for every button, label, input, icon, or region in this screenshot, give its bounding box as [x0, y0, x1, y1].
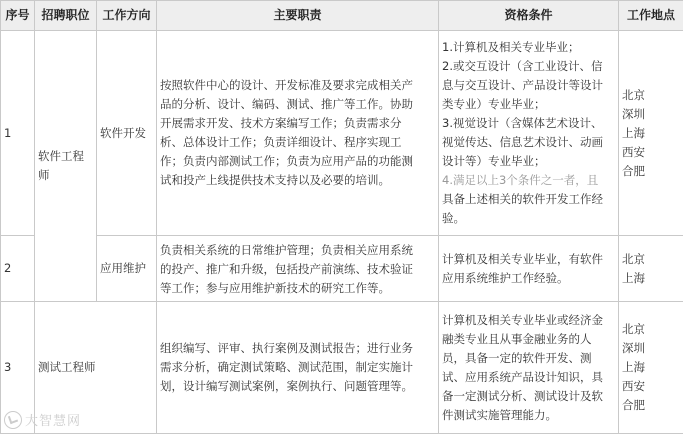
header-position: 招聘职位: [35, 1, 97, 31]
duty-line: 开展需求开发、技术方案编写工作；负责需求分: [160, 116, 402, 130]
duty-line: 负责相关系统的日常维护管理；负责相关应用系统: [160, 243, 413, 257]
qual-line: 试、应用系统产品设计知识，具: [442, 369, 603, 384]
location-item: 北京: [622, 87, 645, 102]
table-row: [1, 302, 683, 434]
watermark: [4, 410, 81, 429]
row-duties: [157, 236, 439, 302]
watermark-text: 大智慧网: [25, 414, 82, 429]
duty-line: 试和投产上线提供技术支持以及必要的培训。: [160, 173, 390, 187]
duty-line: 析、总体设计工作；负责详细设计、程序实现工: [160, 135, 402, 149]
qual-line: 验。: [442, 211, 465, 225]
qual-line: 类专业）专业毕业；: [442, 97, 546, 111]
location-item: 深圳: [622, 341, 645, 355]
qual-line: 视觉传达、信息艺术设计、动画: [442, 135, 603, 149]
row-index: 2: [1, 236, 35, 302]
location-item: 上海: [622, 125, 645, 140]
qual-line: 件测试实施管理能力。: [442, 407, 557, 422]
duty-line: 需求分析，确定测试策略、测试范围，制定实施计: [160, 360, 413, 374]
qual-line: 4.满足以上3个条件之一者，且: [442, 173, 599, 187]
table-header-row: [1, 1, 683, 31]
row-index: 1: [1, 31, 35, 236]
header-index: 序号: [1, 1, 35, 31]
row-locations: [619, 302, 683, 434]
row-position: 软件工程师: [35, 31, 97, 302]
qual-line: 计算机及相关专业毕业，有软件: [442, 251, 603, 266]
qual-line: 融类专业且从事金融业务的人: [442, 331, 592, 346]
duty-line: 划，设计编写测试案例，案例执行、问题管理等。: [160, 379, 413, 393]
duty-line: 等工作；参与应用维护新技术的研究工作等。: [160, 281, 390, 295]
duty-line: 按照软件中心的设计、开发标准及要求完成相关产: [160, 78, 413, 92]
row-direction: 软件开发: [97, 31, 157, 236]
row-direction: 应用维护: [97, 236, 157, 302]
row-qualifications: [439, 236, 619, 302]
qual-line: 员，具备一定的软件开发、测: [442, 350, 592, 365]
row-qualifications: [439, 31, 619, 236]
qual-line: 息与交互设计、产品设计等设计: [442, 78, 603, 92]
qual-line: 2.或交互设计（含工业设计、信: [442, 59, 603, 73]
location-item: 合肥: [622, 398, 645, 412]
header-duties: 主要职责: [157, 1, 439, 31]
location-item: 上海: [622, 270, 645, 285]
qual-line: 应用系统维护工作经验。: [442, 270, 569, 285]
duty-line: 组织编写、评审、执行案例及测试报告；进行业务: [160, 341, 413, 355]
row-qualifications: [439, 302, 619, 434]
duty-line: 作；负责内部测试工作；负责为应用产品的功能测: [160, 154, 413, 168]
header-qualifications: 资格条件: [439, 1, 619, 31]
duty-line: 品的分析、设计、编码、测试、推广等工作。协助: [160, 97, 413, 111]
qual-line: 具备上述相关的软件开发工作经: [442, 192, 603, 206]
table-row: [1, 31, 683, 236]
location-item: 上海: [622, 360, 645, 374]
location-item: 西安: [622, 379, 645, 393]
location-item: 北京: [622, 251, 645, 266]
qual-line: 备一定测试分析、测试设计及软: [442, 388, 603, 403]
header-location: 工作地点: [619, 1, 683, 31]
watermark-logo-icon: [4, 411, 22, 429]
row-position: 测试工程师: [35, 302, 157, 434]
row-duties: [157, 31, 439, 236]
location-item: 合肥: [622, 163, 645, 178]
duty-line: 的投产、推广和升级，包括投产前演练、技术验证: [160, 262, 413, 276]
qual-line: 计算机及相关专业毕业或经济金: [442, 312, 603, 327]
row-locations: [619, 236, 683, 302]
row-duties: [157, 302, 439, 434]
table-row: [1, 236, 683, 302]
row-index: 3: [1, 302, 35, 434]
qual-line: 设计等）专业毕业；: [442, 154, 546, 168]
location-item: 北京: [622, 322, 645, 336]
location-item: 西安: [622, 144, 645, 159]
header-direction: 工作方向: [97, 1, 157, 31]
row-locations: [619, 31, 683, 236]
location-item: 深圳: [622, 106, 645, 121]
qual-line: 3.视觉设计（含媒体艺术设计、: [442, 116, 603, 130]
qual-line: 1.计算机及相关专业毕业；: [442, 40, 580, 54]
